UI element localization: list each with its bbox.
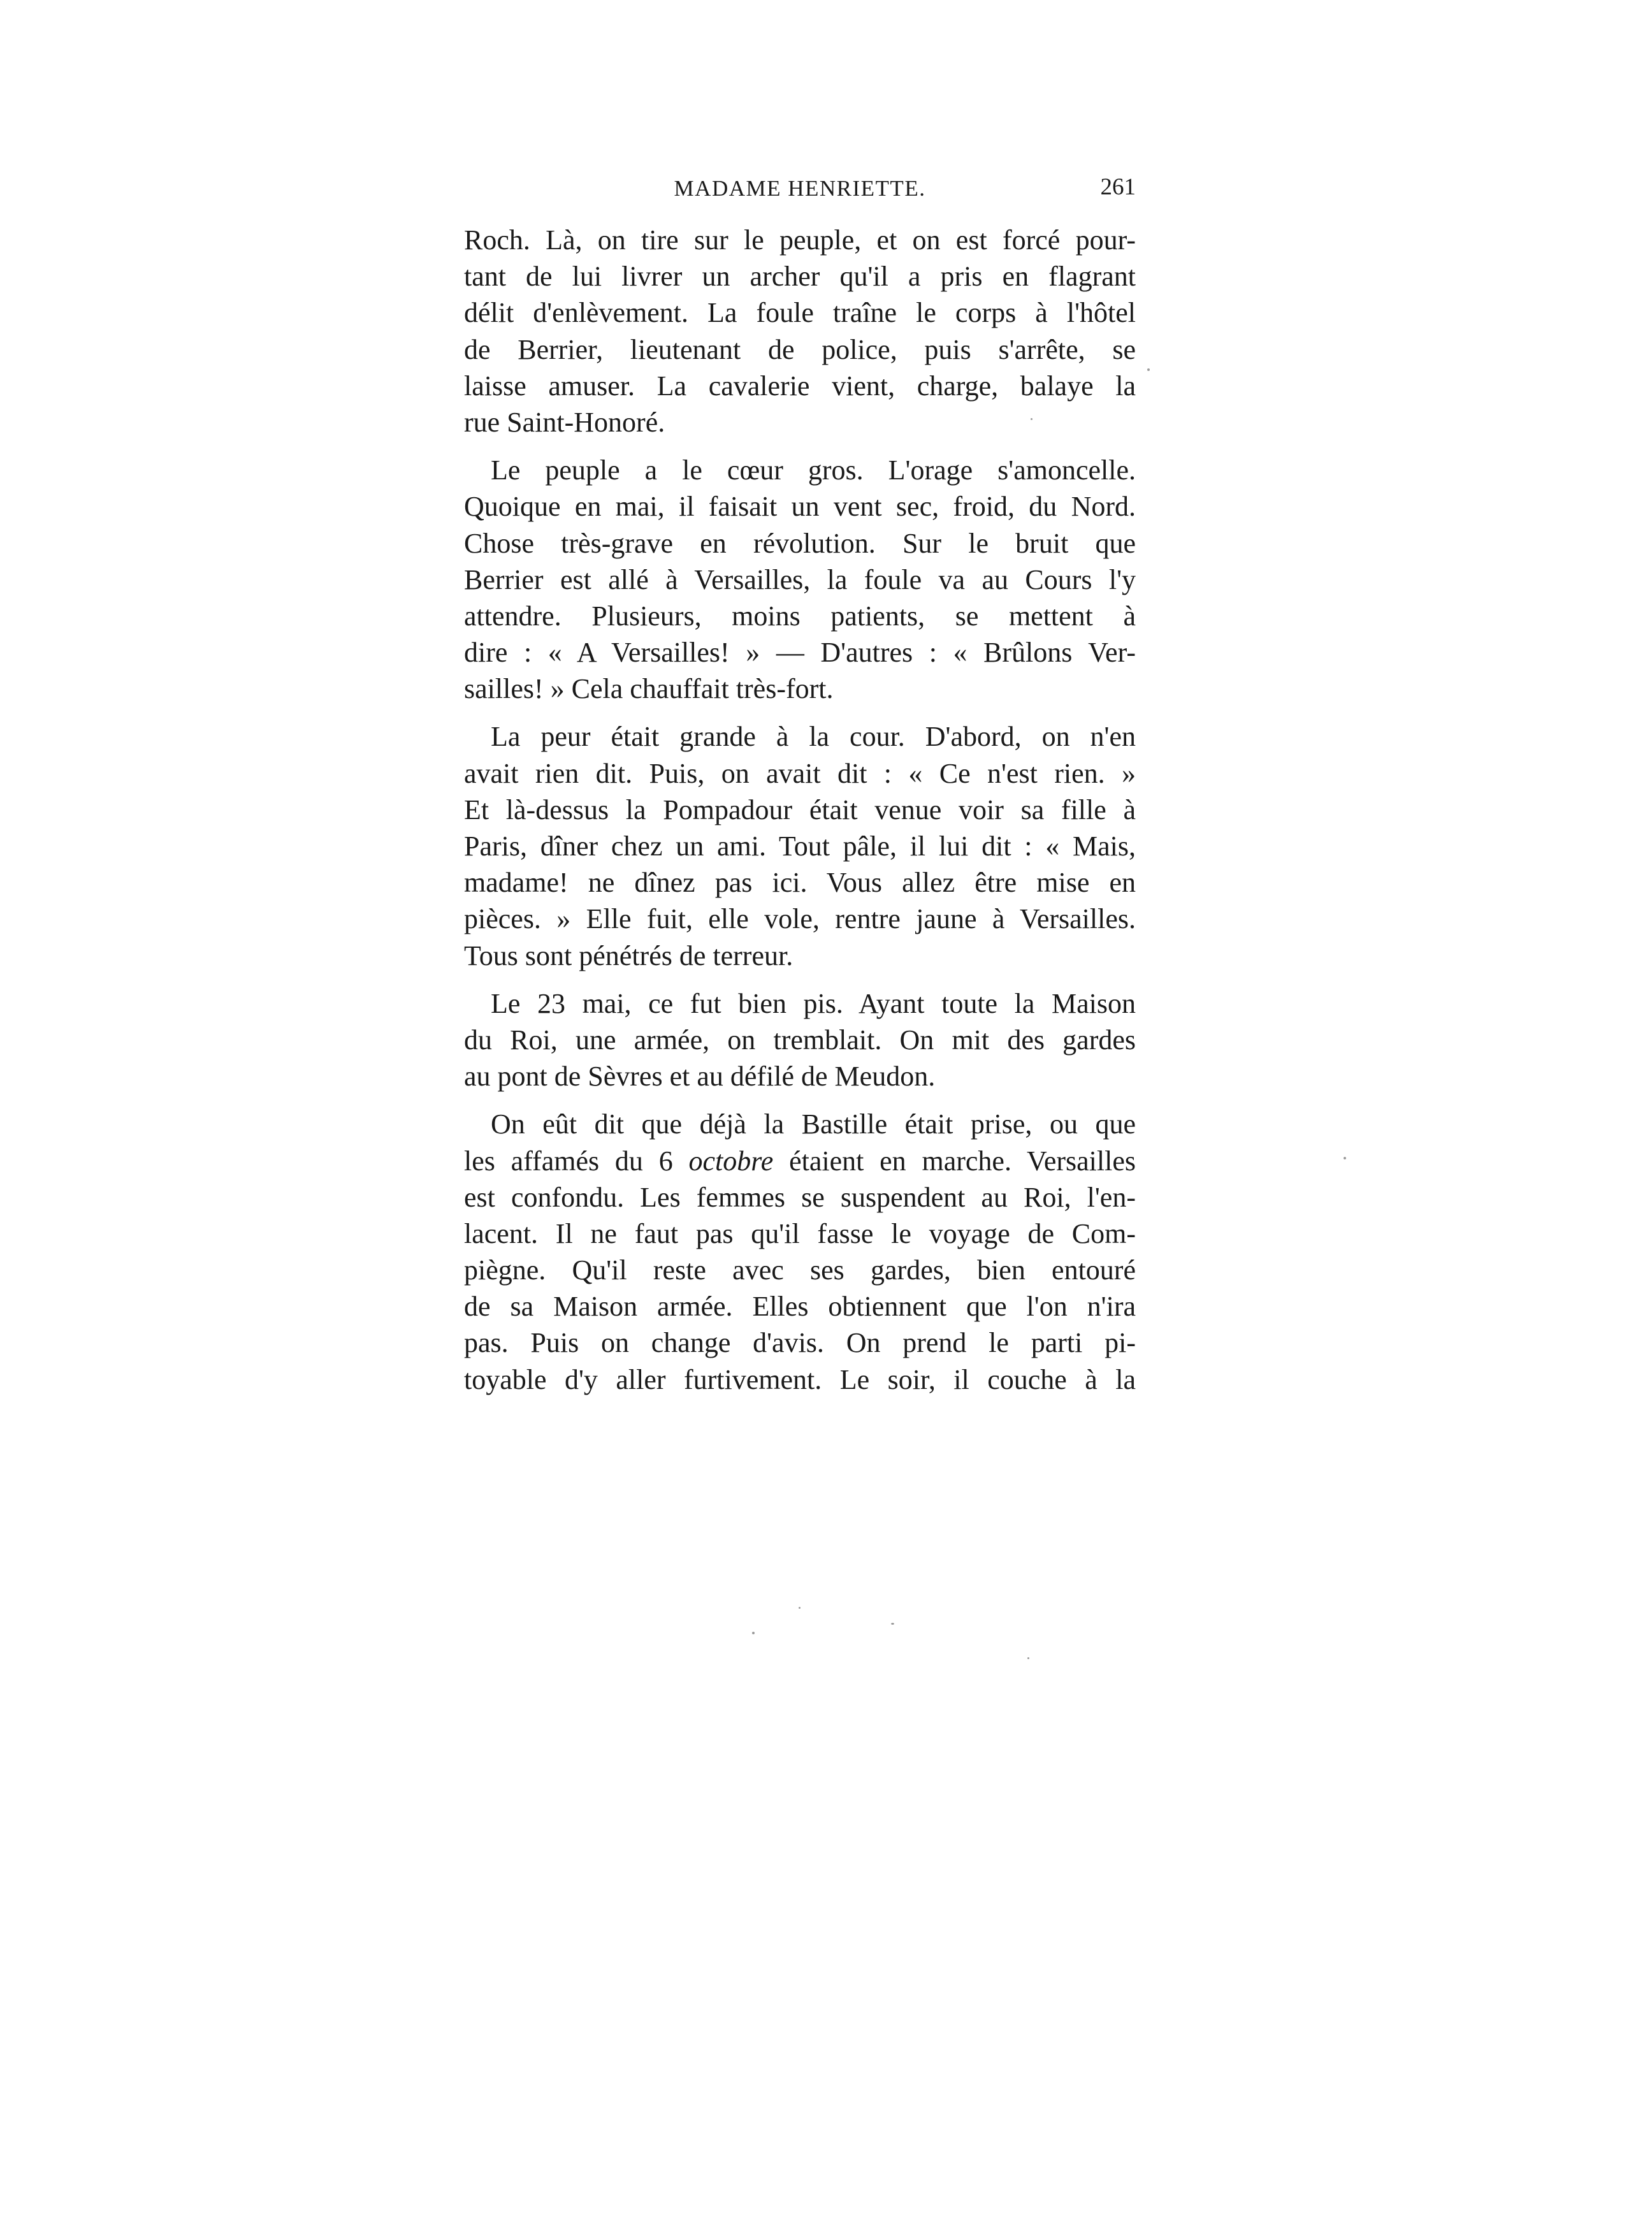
scan-speck (1027, 1657, 1029, 1659)
text-line: Tous sont pénétrés de terreur. (464, 940, 793, 971)
text-line: laisse amuser. La cavalerie vient, charge, balaye la (464, 370, 1136, 402)
paragraph-2 (464, 452, 1136, 707)
scan-speck (752, 1632, 755, 1634)
scan-speck (1031, 418, 1032, 420)
text-line: toyable d'y aller furtivement. Le soir, il couche à la (464, 1363, 1136, 1395)
text-line: Roch. Là, on tire sur le peuple, et on est forcé pour- (464, 224, 1136, 256)
paragraph-3 (464, 718, 1136, 973)
text-line: avait rien dit. Puis, on avait dit : « Ce n'est rien. » (464, 757, 1136, 789)
scan-speck (1147, 368, 1150, 371)
text-line: au pont de Sèvres et au défilé de Meudon. (464, 1061, 936, 1093)
text-line: de sa Maison armée. Elles obtiennent que l'on n'ira (464, 1291, 1136, 1323)
text-line: Chose très-grave en révolution. Sur le bruit que (464, 527, 1136, 559)
text-line: lacent. Il ne faut pas qu'il fasse le voyage de Com- (464, 1217, 1136, 1249)
text-line: dire : « A Versailles! » — D'autres : « Brûlons Ver- (464, 637, 1136, 669)
text-line: du Roi, une armée, on tremblait. On mit des gardes (464, 1024, 1136, 1056)
text-line: piègne. Qu'il reste avec ses gardes, bien entouré (464, 1254, 1136, 1286)
text-line: pas. Puis on change d'avis. On prend le parti pi- (464, 1327, 1136, 1359)
text-run: les affamés du 6 (464, 1145, 689, 1177)
text-line: pièces. » Elle fuit, elle vole, rentre jaune à Versailles. (464, 903, 1136, 935)
text-line: Et là-dessus la Pompadour était venue voir sa fille à (464, 794, 1136, 825)
text-line: attendre. Plusieurs, moins patients, se mettent à (464, 600, 1136, 632)
page-number: 261 (1100, 174, 1136, 200)
paragraph-1 (464, 222, 1136, 440)
text-line: tant de lui livrer un archer qu'il a pris en flagrant (464, 261, 1136, 293)
text-run: étaient en marche. Versailles (773, 1145, 1136, 1177)
text-line-with-italic (464, 1143, 1136, 1179)
text-line: Berrier est allé à Versailles, la foule va au Cours l'y (464, 563, 1136, 595)
paragraph-4 (464, 985, 1136, 1095)
text-line: On eût dit que déjà la Bastille était prise, ou que (491, 1108, 1136, 1140)
paragraph-5 (464, 1106, 1136, 1398)
text-line: rue Saint-Honoré. (464, 406, 665, 438)
text-line: La peur était grande à la cour. D'abord, on n'en (491, 721, 1136, 753)
text-line: Paris, dîner chez un ami. Tout pâle, il lui dit : « Mais, (464, 831, 1136, 862)
text-line: Quoique en mai, il faisait un vent sec, froid, du Nord. (464, 491, 1136, 523)
text-line: Le peuple a le cœur gros. L'orage s'amoncelle. (491, 454, 1136, 486)
text-line: est confondu. Les femmes se suspendent au Roi, l'en- (464, 1181, 1136, 1213)
scan-speck (891, 1623, 894, 1625)
text-line: sailles! » Cela chauffait très-fort. (464, 673, 834, 705)
scan-speck (1344, 1157, 1346, 1159)
text-line: madame! ne dînez pas ici. Vous allez être mise en (464, 867, 1136, 899)
text-line: Le 23 mai, ce fut bien pis. Ayant toute la Maison (491, 987, 1136, 1019)
italic-word: octobre (688, 1145, 774, 1177)
text-line: de Berrier, lieutenant de police, puis s'arrête, se (464, 333, 1136, 365)
running-title: MADAME HENRIETTE. (674, 176, 926, 201)
running-head (464, 176, 1136, 214)
scan-speck (799, 1607, 801, 1609)
body-text (464, 222, 1136, 1398)
text-line: délit d'enlèvement. La foule traîne le corps à l'hôtel (464, 297, 1136, 329)
